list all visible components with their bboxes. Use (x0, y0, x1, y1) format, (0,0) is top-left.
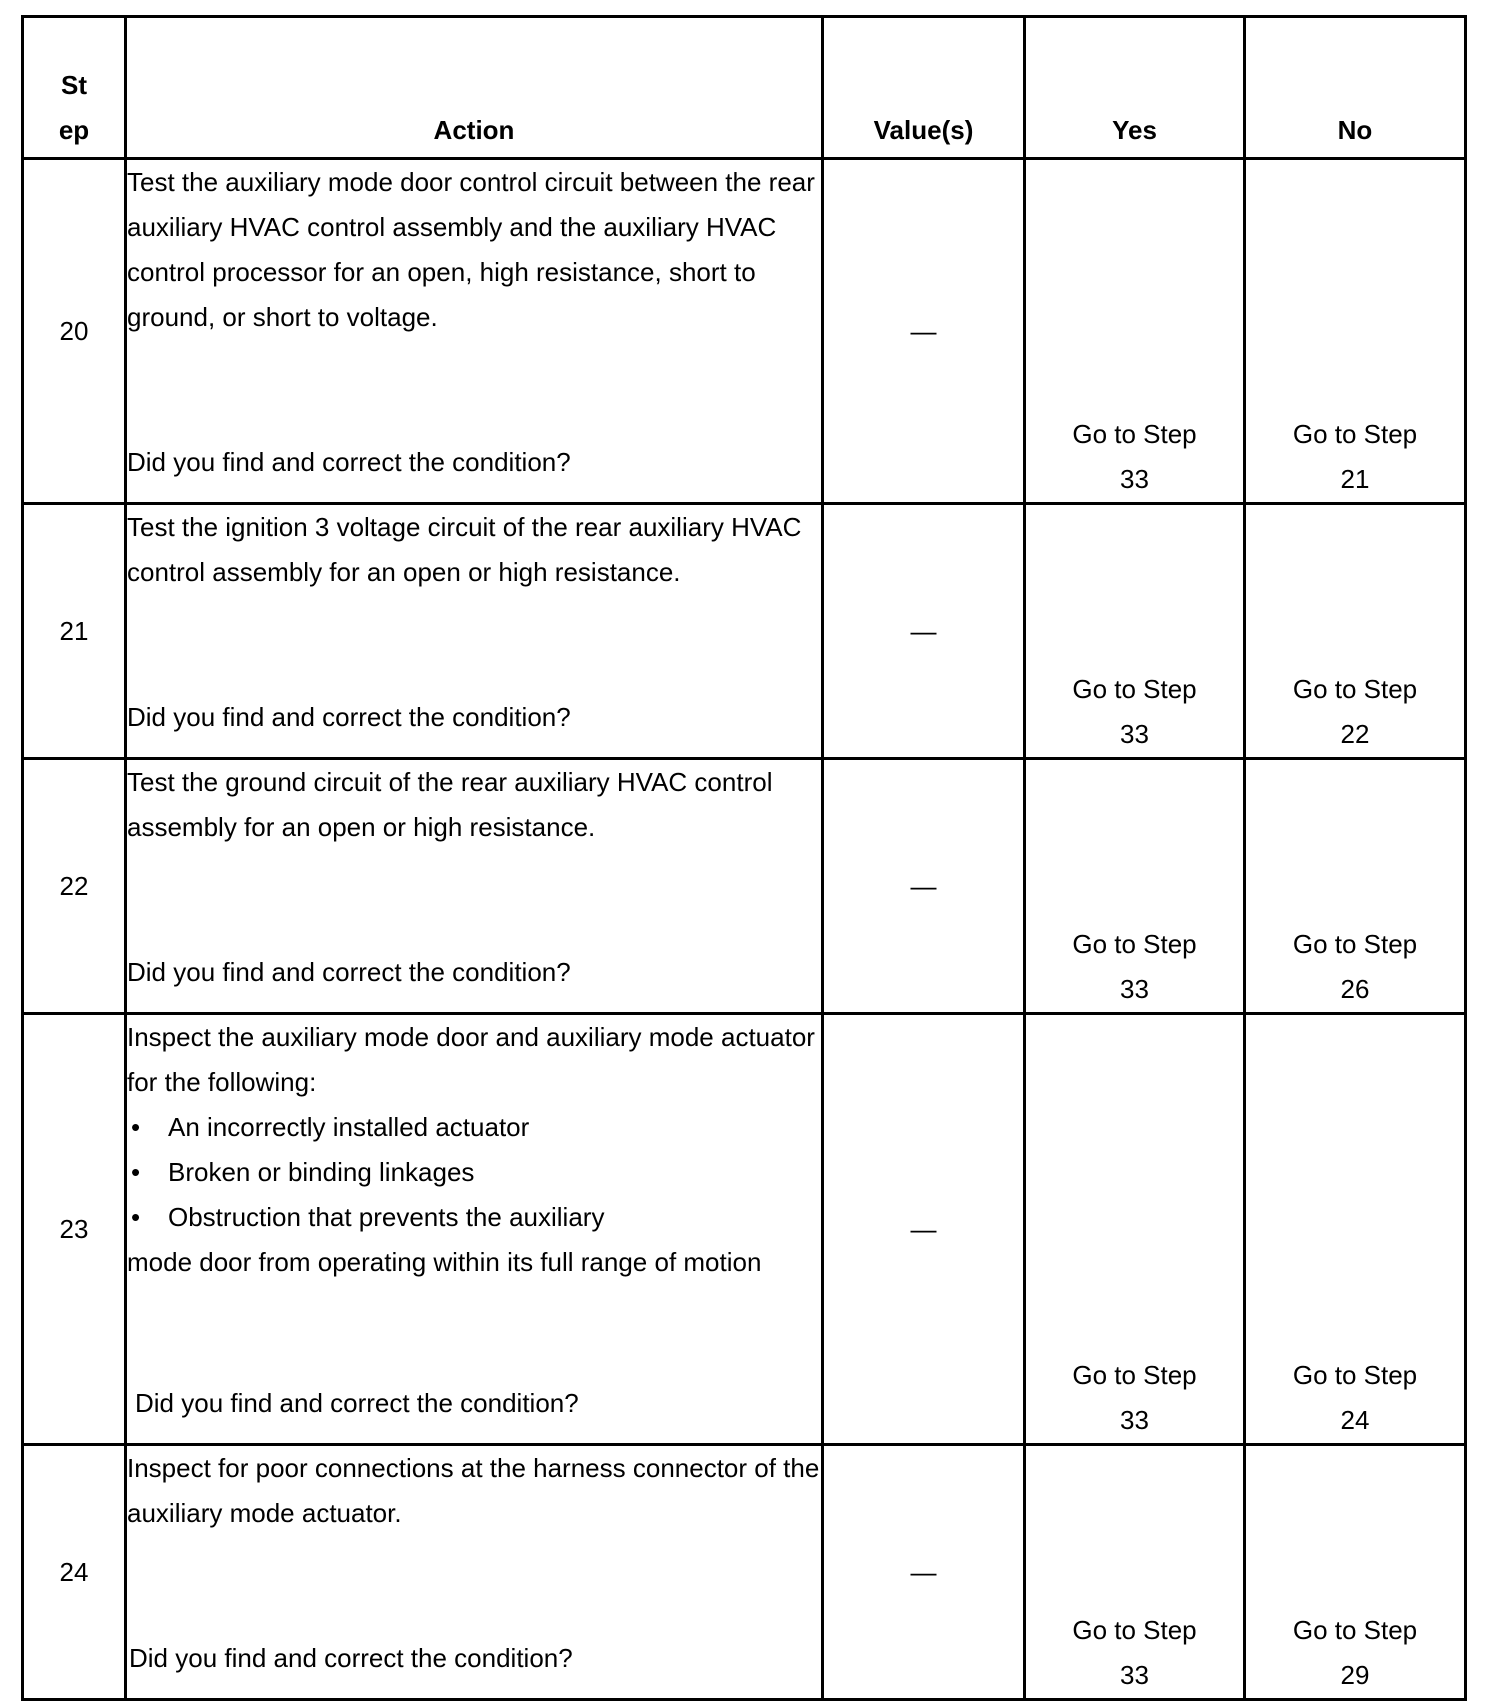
action-text: Inspect the auxiliary mode door and auxiliary mode actuator for the following: (127, 1022, 815, 1097)
action-cell (126, 159, 823, 504)
header-yes: Yes (1025, 17, 1245, 159)
header-step-line2: ep (58, 115, 90, 145)
yes-goto-label: Go to Step (1072, 419, 1197, 449)
action-text: Test the ignition 3 voltage circuit of the rear auxiliary HVAC control assembly for an open or high resistance. (127, 512, 802, 587)
action-cell (126, 504, 823, 759)
header-value: Value(s) (823, 17, 1025, 159)
action-text: Test the auxiliary mode door control circuit between the rear auxiliary HVAC control assembly and the auxiliary HVAC control processor for an open, high resistance, short to ground, or short to voltage. (127, 167, 815, 332)
no-cell (1245, 504, 1466, 759)
no-cell (1245, 1014, 1466, 1445)
step-number: 22 (23, 759, 126, 1014)
action-question: Did you find and correct the condition? (127, 957, 571, 987)
header-step (23, 17, 126, 159)
action-cell (126, 1445, 823, 1700)
no-goto-step: 24 (1340, 1405, 1370, 1435)
step-number: 21 (23, 504, 126, 759)
no-cell (1245, 759, 1466, 1014)
value-cell: — (823, 504, 1025, 759)
header-step-line1: St (61, 70, 87, 100)
table-row (23, 759, 1466, 1014)
yes-goto-step: 33 (1120, 464, 1149, 494)
action-text: Test the ground circuit of the rear auxiliary HVAC control assembly for an open or high resistance. (127, 767, 773, 842)
action-cell (126, 759, 823, 1014)
header-action: Action (126, 17, 823, 159)
list-item: • Broken or binding linkages (127, 1150, 821, 1195)
list-item: • Obstruction that prevents the auxiliary (127, 1195, 821, 1240)
step-number: 20 (23, 159, 126, 504)
action-text: Inspect for poor connections at the harness connector of the auxiliary mode actuator. (127, 1453, 820, 1528)
no-goto-step: 29 (1340, 1660, 1370, 1690)
table-row (23, 159, 1466, 504)
yes-goto-label: Go to Step (1072, 929, 1197, 959)
action-question: Did you find and correct the condition? (135, 1388, 579, 1418)
table-row (23, 1445, 1466, 1700)
yes-goto-step: 33 (1120, 1405, 1149, 1435)
yes-cell (1025, 159, 1245, 504)
yes-goto-label: Go to Step (1072, 1615, 1197, 1645)
no-cell (1245, 159, 1466, 504)
yes-goto-step: 33 (1120, 1660, 1149, 1690)
step-number: 23 (23, 1014, 126, 1445)
no-goto-label: Go to Step (1292, 419, 1418, 449)
no-goto-step: 21 (1340, 464, 1370, 494)
no-goto-label: Go to Step (1292, 674, 1418, 704)
no-cell (1245, 1445, 1466, 1700)
no-goto-label: Go to Step (1292, 1615, 1418, 1645)
table-row (23, 504, 1466, 759)
action-question: Did you find and correct the condition? (129, 1643, 573, 1673)
action-continuation: mode door from operating within its full range of motion (127, 1247, 762, 1277)
yes-cell (1025, 1014, 1245, 1445)
action-question: Did you find and correct the condition? (127, 702, 571, 732)
value-cell: — (823, 1445, 1025, 1700)
yes-cell (1025, 504, 1245, 759)
step-number: 24 (23, 1445, 126, 1700)
value-cell: — (823, 759, 1025, 1014)
value-cell: — (823, 1014, 1025, 1445)
yes-cell (1025, 1445, 1245, 1700)
action-bullet-list (127, 1105, 821, 1240)
diagnostic-table (21, 15, 1467, 1701)
yes-goto-step: 33 (1120, 974, 1149, 1004)
no-goto-step: 26 (1340, 974, 1370, 1004)
yes-cell (1025, 759, 1245, 1014)
table-header-row (23, 17, 1466, 159)
action-cell (126, 1014, 823, 1445)
table-row (23, 1014, 1466, 1445)
no-goto-step: 22 (1340, 719, 1370, 749)
no-goto-label: Go to Step (1292, 1360, 1418, 1390)
value-cell: — (823, 159, 1025, 504)
yes-goto-label: Go to Step (1072, 674, 1197, 704)
action-question: Did you find and correct the condition? (127, 447, 571, 477)
yes-goto-step: 33 (1120, 719, 1149, 749)
header-no: No (1245, 17, 1466, 159)
no-goto-label: Go to Step (1292, 929, 1418, 959)
list-item: • An incorrectly installed actuator (127, 1105, 821, 1150)
yes-goto-label: Go to Step (1072, 1360, 1197, 1390)
